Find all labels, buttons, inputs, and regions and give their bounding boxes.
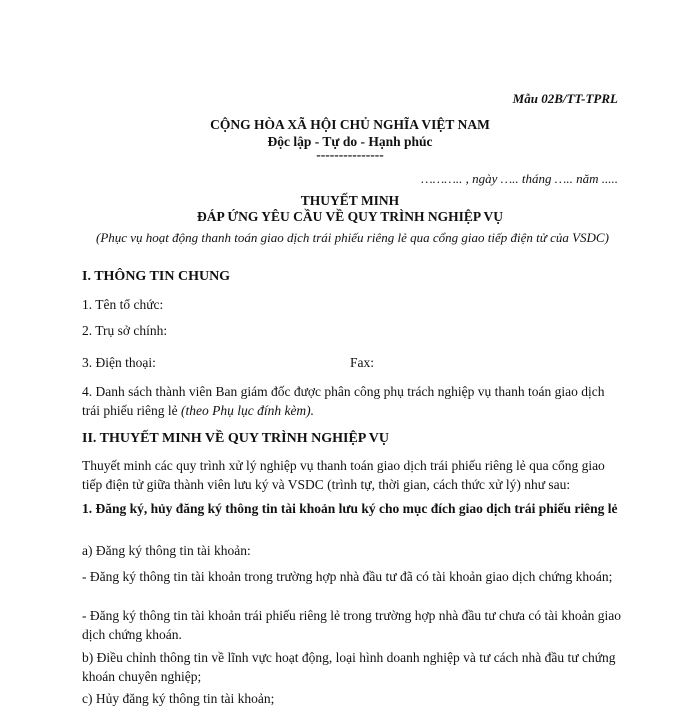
form-code: Mẫu 02B/TT-TPRL	[512, 91, 618, 106]
header-divider: ---------------	[316, 147, 384, 162]
section1-heading: I. THÔNG TIN CHUNG	[82, 269, 231, 284]
subsection1-heading: 1. Đăng ký, hủy đăng ký thông tin tài khoản lưu ký cho mục đích giao dịch trái phiếu riêng lẻ	[82, 501, 618, 516]
board-list-item	[82, 382, 622, 420]
board-list-note: (theo Phụ lục đính kèm).	[180, 403, 315, 418]
doc-title-line2: ĐÁP ỨNG YÊU CẦU VỀ QUY TRÌNH NGHIỆP VỤ	[196, 209, 504, 224]
board-list-text: 4. Danh sách thành viên Ban giám đốc được phân công phụ trách nghiệp vụ thanh toán giao dịch trái phiếu riêng lẻ	[82, 384, 605, 418]
section2-intro: Thuyết minh các quy trình xử lý nghiệp vụ thanh toán giao dịch trái phiếu riêng lẻ qua cổng giao tiếp điện tử giữa thành viên lưu ký và VSDC (trình tự, thời gian, cách thức xử lý) như sau:	[82, 458, 605, 492]
item-c: c) Hủy đăng ký thông tin tài khoản;	[82, 691, 275, 706]
org-name-label: 1. Tên tổ chức:	[82, 297, 164, 312]
item-a-bullet1: - Đăng ký thông tin tài khoản trong trường hợp nhà đầu tư đã có tài khoản giao dịch chứng khoán;	[82, 569, 613, 584]
doc-subtitle: (Phục vụ hoạt động thanh toán giao dịch trái phiếu riêng lẻ qua cổng giao tiếp điện tử của VSDC)	[96, 230, 609, 245]
doc-title: THUYẾT MINH	[300, 193, 400, 208]
item-b: b) Điều chỉnh thông tin về lĩnh vực hoạt động, loại hình doanh nghiệp và tư cách nhà đầu tư chứng khoán chuyên nghiệp;	[82, 650, 616, 684]
phone-label: 3. Điện thoại:	[82, 355, 156, 370]
item-a: a) Đăng ký thông tin tài khoản:	[82, 543, 251, 558]
motto: Độc lập - Tự do - Hạnh phúc	[267, 134, 433, 149]
section2-heading: II. THUYẾT MINH VỀ QUY TRÌNH NGHIỆP VỤ	[82, 431, 390, 446]
fax-label: Fax:	[350, 355, 375, 370]
country-name: CỘNG HÒA XÃ HỘI CHỦ NGHĨA VIỆT NAM	[210, 117, 490, 132]
item-a-bullet2: - Đăng ký thông tin tài khoản trái phiếu riêng lẻ trong trường hợp nhà đầu tư chưa có tài khoản giao dịch chứng khoán.	[82, 608, 621, 642]
headquarters-label: 2. Trụ sở chính:	[82, 323, 168, 338]
date-line: ……….. , ngày ….. tháng ….. năm .....	[421, 171, 618, 186]
